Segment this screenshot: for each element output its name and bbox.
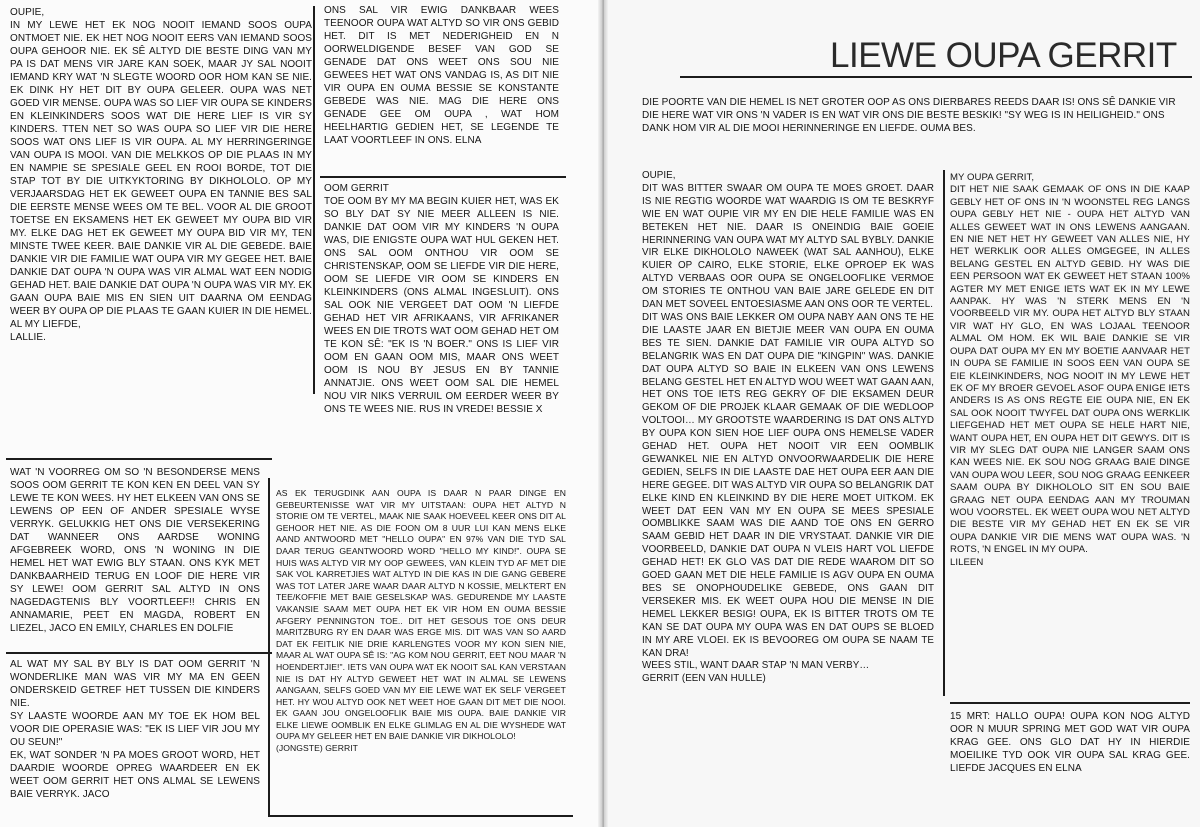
tribute-jongste-gerrit: AS EK TERUGDINK AAN OUPA IS DAAR N PAAR DINGE EN GEBEURTENISSE WAT VIR MY UITSTAAN: OUPA HET ALTYD N STORIE OM TE VERTEL, MAAK NIE SAAK HOEVEEL KEER ONS DIT AL GEHOOR HET NIE. AS DIE FOON OM 8 UUR LUI KAN MENS ELKE AAND ANTWOORD MET "HELLO OUPA" EN 97% VAN DIE TYD SAL DAAR TERUG GEANTWOORD WORD "HELLO MY KIND!". OUPA SE HUIS WAS ALTYD VIR MY OOP GEWEES, VAN KLEIN TYD AF MET DIE SAK VOL KARRETJIES WAT ALTYD IN DIE KAS IN DIE GANG GEBERE WAS TOT LATER JARE WAAR DAAR ALTYD N KOSSIE, MELKTERT EN TEE/KOFFIE MET BAIE GESELSKAP WAS. GEDURENDE MY LAASTE VAKANSIE SAAM MET OUPA HET EK VIR HOM EN OUMA BESSIE AFGERY PENNINGTON TOE.. DIT HET GESOUS TOE ONS DEUR MARITZBURG RY EN DAAR WAS ERGE MIS. DIT WAS VAN SO AARD DAT EK FEITLIK NIE DRIE KARLENGTES VOOR MY KON SIEN NIE, MAAR AL WAT OUPA SÊ IS: "AG KOM NOU GERRIT, EET NOU MAAR 'N HOENDERTJIE!". IETS VAN OUPA WAT EK NOOIT SAL KAN VERSTAAN NIE IS DAT HY ALTYD GEWEET HET WAT IN ALMAL SE LEWENS AANGAAN, SELFS GOED VAN MY EIE LEWE WAT EK SELF VERGEET HET. HY WOU ALTYD OOK NET WEET HOE GAAN DIT MET DIE NOOI. EK GAAN JOU ONGELOOFLIK BAIE MIS OUPA. BAIE DANKIE VIR ELKE LIEWE OOMBLIK EN ELKE GLIMLAG EN AL DIE WYSHEDE WAT OUPA MY GELEER HET EN BAIE DANKIE VIR DIKHOLOLO! (JONGSTE) GERRIT bbox=[276, 488, 566, 754]
tribute-jacques-elna: 15 MRT: HALLO OUPA! OUPA KON NOG ALTYD OOR N MUUR SPRING MET GOD WAT VIR OUPA KRAG GEE. ONS GLO DAT HY IN HIERDIE MOEILIKE TYD OOK VIR OUPA SAL KRAG GEE. LIEFDE JACQUES EN ELNA bbox=[950, 711, 1190, 774]
column-rule bbox=[268, 478, 270, 816]
page-fold bbox=[598, 0, 608, 827]
divider-rule bbox=[6, 458, 272, 460]
divider-rule bbox=[950, 702, 1190, 704]
divider-rule bbox=[320, 176, 566, 178]
tribute-bessie: OOM GERRIT TOE OOM BY MY MA BEGIN KUIER HET, WAS EK SO BLY DAT SY NIE MEER ALLEEN IS NIE. DANKIE DAT OOM VIR MY KINDERS 'N OUPA WAS, DIE ENIGSTE OUPA WAT HUL GEKEN HET. ONS SAL OOM ONTHOU VIR OOM SE CHRISTENSKAP, OOM SE LIEFDE VIR DIE HERE, OOM SE LIEFDE VIR OOM SE KINDERS EN KLEINKINDERS (ONS ALMAL INGESLUIT). ONS SAL OOK NIE VERGEET DAT OOM 'N LIEFDE GEHAD HET VIR AFRIKAANS, VIR AFRIKANER WEES EN DIE TROTS WAT OOM GEHAD HET OM TE KON SÊ: "EK IS 'N BOER." ONS IS LIEF VIR OOM EN GAAN OOM MIS, MAAR ONS WEET OOM IS NOU BY JESUS EN BY TANNIE ANNATJIE. ONS WEET OOM SAL DIE HEMEL NOU VIR NIKS VERRUIL OM EERDER WEER BY ONS TE WEES NIE. RUS IN VREDE! BESSIE X bbox=[324, 183, 559, 415]
tribute-ouma-bes: DIE POORTE VAN DIE HEMEL IS NET GROTER OOP AS ONS DIERBARES REEDS DAAR IS! ONS SÊ DANKIE VIR DIE HERE WAT VIR ONS 'N VADER IS EN WAT VIR ONS DIE BESTE BESKIK! "SY WEG IS IN HEILIGHEID." ONS DANK HOM VIR AL DIE MOOI HERINNERINGE EN LIEFDE. OUMA BES. bbox=[642, 97, 1176, 134]
tribute-lallie: OUPIE, IN MY LEWE HET EK NOG NOOIT IEMAND SOOS OUPA ONTMOET NIE. EK HET NOG NOOIT EERS VAN IEMAND SOOS OUPA GEHOOR NIE. EK SÊ ALTYD DIE BESTE DING VAN MY PA IS DAT MENS VIR JARE KAN SOEK, MAAR JY SAL NOOIT IEMAND KRY WAT 'N SLEGTE WOORD OOR HOM KAN SE NIE. EK DINK HY HET DIT BY OUPA GELEER. OUPA WAS NET GOED VIR MENSE. OUPA WAS SO LIEF VIR OUPA SE KINDERS EN KLEINKINDERS SOOS WAT DIE HERE LIEF IS VIR SY KINDERS. TTEN NET SO WAS OUPA SO LIEF VIR DIE HERE SOOS WAT ONS LIEF IS VIR OUPA. AL MY HERRINGERINGE VAN OUPA IS MOOI. VAN DIE MELKKOS OP DIE PLAAS IN MY EN NAMPIE SE SPESIALE GEEL EN ROOI BORDE, TOT DIE STAP TOT BY DIE UITKYKTORING BY DIKHOLOLO. OP MY VERJAARSDAG HET EK GEWEET OUPA EN TANNIE BES SAL DIE EERSTE MENSE WEES OM TE BEL. VOOR AL DIE GROOT TOETSE EN EKSAMENS HET EK GEWEET MY OUPA BID VIR MY. ELKE DAG HET EK GEWEET MY OUPA BID VIR MY, TEN MINSTE TWEE KEER. BAIE DANKIE VIR AL DIE GEBEDE. BAIE DANKIE VIR DIE FAMILIE WAT OUPA VIR MY GEGEE HET. BAIE DANKIE DAT OUPA 'N OUPA WAS VIR ALMAL WAT EEN NODIG GEHAD HET. BAIE DANKIE DAT OUPA 'N OUPA WAS VIR MY. EK GAAN OUPA BAIE MIS EN SIEN UIT DAARNA OM EENDAG WEER BY OUPA OP DIE PLAAS TE GAAN KUIER IN DIE HEMEL. AL MY LIEFDE, LALLIE. bbox=[10, 7, 312, 343]
page-title: LIEWE OUPA GERRIT bbox=[830, 36, 1177, 75]
column-rule bbox=[313, 6, 315, 394]
divider-rule bbox=[268, 815, 573, 817]
divider-rule bbox=[6, 652, 272, 654]
tribute-jaco: AL WAT MY SAL BY BLY IS DAT OOM GERRIT 'N WONDERLIKE MAN WAS VIR MY MA EN GEEN ONDERSKEID GETREF HET TUSSEN DIE KINDERS NIE. SY LAASTE WOORDE AAN MY TOE EK HOM BEL VOOR DIE OPERASIE WAS: "EK IS LIEF VIR JOU MY OU SEUN!" EK, WAT SONDER 'N PA MOES GROOT WORD, HET DAARDIE WOORDE OPREG WAARDEER EN EK WEET OOM GERRIT HET ONS ALMAL SE LEWENS BAIE VERRYK. JACO bbox=[10, 659, 260, 800]
column-rule bbox=[943, 170, 945, 696]
tribute-elna: ONS SAL VIR EWIG DANKBAAR WEES TEENOOR OUPA WAT ALTYD SO VIR ONS GEBID HET. DIT IS MET NEDERIGHEID EN N OORWELDIGENDE BESEF VAN GOD SE GENADE DAT ONS WEET ONS SOU NIE GEWEES HET WAT ONS VANDAG IS, AS DIT NIE VIR OUPA EN OUMA BESSIE SE KONSTANTE GEBEDE WAS NIE. MAG DIE HERE ONS GENADE GEE OM OUPA , WAT HOM HEELHARTIG GEDIEN HET, SE LEGENDE TE LAAT VOORTLEEF IN ONS. ELNA bbox=[324, 5, 559, 146]
tribute-lileen: MY OUPA GERRIT, DIT HET NIE SAAK GEMAAK OF ONS IN DIE KAAP GEBLY HET OF ONS IN 'N WOONSTEL REG LANGS OUPA GEBLY HET NIE - OUPA HET ALTYD VAN ALLES GEWEET WAT IN ONS LEWENS AANGAAN. EN NIE NET HET HY GEWEET VAN ALLES NIE, HY HET WERKLIK OOR ALLES OMGEGEE, IN ALLES BELANG GESTEL EN ALTYD GEBID. HY WAS DIE EEN PERSOON WAT EK GEWEET HET STAAN 100% AGTER MY MET ENIGE IETS WAT EK IN MY LEWE AANPAK. HY WAS 'N STERK MENS EN 'N VOORBEELD VIR MY. OUPA HET ALTYD BLY STAAN VIR WAT HY GLO, EN WAS LOJAAL TEENOOR ALMAL OM HOM. EK WIL BAIE DANKIE SE VIR OUPA DAT OUPA MY EN MY BOETIE AANVAAR HET IN OUPA SE FAMILIE IN SOOS EEN VAN OUPA SE EIE KLEINKINDERS, NOG NOOIT IN MY LEWE HET EK OF MY BROER GEVOEL ASOF OUPA ENIGE IETS ANDERS IS AS ONS REGTE EIE OUPA NIE, EN EK SAL OOK NOOIT TWYFEL DAT OUPA ONS WERKLIK LIEFGEHAD HET MET OUPA SE HELE HART NIE, WANT OUPA HET, EN OUPA HET DIT GEWYS. DIT IS VIR MY SLEG DAT OUPA NIE LANGER SAAM ONS KAN WEES NIE. EK SOU NOG GRAAG BAIE DINGE VAN OUPA WOU LEER, SOU NOG GRAAG EENKEER SAAM OUPA BY DIKHOLOLO SIT EN SOU BAIE GRAAG NET OUPA EENDAG AAN MY TROUMAN WOU VOORSTEL. EK WEET OUPA WOU NET ALTYD DIE BESTE VIR MY GEHAD HET EN EK SE VIR OUPA DANKIE VIR DIE MENS WAT OUPA WAS. 'N ROTS, 'N ENGEL IN MY OUPA. LILEEN bbox=[950, 172, 1190, 568]
tribute-chris-annamarie: WAT 'N VOORREG OM SO 'N BESONDERSE MENS SOOS OOM GERRIT TE KON KEN EN DEEL VAN SY LEWE TE KON WEES. HY HET ELKEEN VAN ONS SE LEWENS OP EEN OF ANDER SPESIALE WYSE VERRYK. GELUKKIG HET ONS DIE VERSEKERING DAT WANNEER ONS AARDSE WONING AFGEBREEK WORD, ONS 'N WONING IN DIE HEMEL HET WAT EWIG BLY STAAN. ONS KYK MET DANKBAARHEID TERUG EN LOOF DIE HERE VIR SY LEWE! OOM GERRIT SAL ALTYD IN ONS NAGEDAGTENIS BLY VOORTLEEF!! CHRIS EN ANNAMARIE, PEET EN MAGDA, ROBERT EN LIEZEL, JACO EN EMILY, CHARLES EN DOLFIE bbox=[10, 467, 260, 634]
tribute-gerrit-hulle: OUPIE, DIT WAS BITTER SWAAR OM OUPA TE MOES GROET. DAAR IS NIE REGTIG WOORDE WAT WAARDIG IS OM TE BESKRYF WIE EN WAT OUPIE VIR MY EN DIE HELE FAMILIE WAS EN BETEKEN HET NIE. DAAR IS ONEINDIG BAIE GOEIE HERINNERING VAN OUPA WAT MY ALTYD SAL BYBLY. DANKIE VIR ELKE DIKHOLOLO NAWEEK (WAT SAL AANHOU), ELKE KUIER OP CAIRO, ELKE STORIE, ELKE OPROEP EK WAS ALTYD VERBAAS OOR OUPA SE ONGELOOFLIKE VERMOE OM STORIES TE ONTHOU VAN BAIE JARE GELEDE EN DIT DAN MET SOVEEL ENTOESIASME AAN ONS OOR TE VERTEL. DIT WAS ONS BAIE LEKKER OM OUPA NABY AAN ONS TE HE DIE LAASTE JAAR EN BIETJIE MEER VAN OUPA EN OUMA BES TE SIEN. DANKIE DAT FAMILIE VIR OUPA ALTYD SO BELANGRIK WAS EN DAT OUPA DIE "KINGPIN" WAS. DANKIE DAT OUPA ALTYD SO BAIE IN ELKEEN VAN ONS LEWENS BELANG GESTEL HET EN ALTYD WOU WEET WAT GAAN AAN, HET ONS TOE IETS REG GEKRY OF DIE EKSAMEN DEUR GEKOM OF DIE PROJEK KLAAR GEMAAK OF DIE WEDLOOP VOLTOOI… MY GROOTSTE WAARDERING IS DAT ONS ALTYD BY OUPA KON SIEN HOE LIEF OUPA ONS HEMELSE VADER GEHAD HET. OUPA HET NOOIT VIR EEN OOMBLIK GEWANKEL NIE EN ALTYD ONVOORWAARDELIK DIE HERE GEDIEN, SELFS IN DIE LAASTE DAE HET OUPA EER AAN DIE HERE GEGEE. DIT WAS ALTYD VIR OUPA SO BELANGRIK DAT ELKE KIND EN KLEINKIND BY DIE HERE MOET UITKOM. EK WEET DAT EEN VAN MY EN OUPA SE MEES SPESIALE OOMBLIKKE SAAM WAS DIE AAND TOE ONS EN GERRO SAAM GEBID HET DAAR IN DIE VRYSTAAT. DANKIE VIR DIE VOORBEELD, DANKIE DAT OUPA N VLEIS HART VOL LIEFDE GEHAD HET! EK GLO VAS DAT DIE REDE WAAROM DIT SO GOED GAAN MET DIE HELE FAMILIE IS AGV OUPA EN OUMA BES SE ONOPHOUDELIKE GEBEDE, ONS GAAN DIT VERSEKER MIS. EK WEET OUPA HOU DIE MENSE IN DIE HEMEL LEKKER BESIG! OUPA, EK IS BITTER TROTS OM TE KAN SE DAT OUPA MY OUPA WAS EN DAT OUPS SE BLOED IN MY ARE VLOEI. EK IS BEVOOREG OM OUPA SE NAAM TE KAN DRA! WEES STIL, WANT DAAR STAP 'N MAN VERBY… GERRIT (EEN VAN HULLE) bbox=[642, 170, 934, 685]
